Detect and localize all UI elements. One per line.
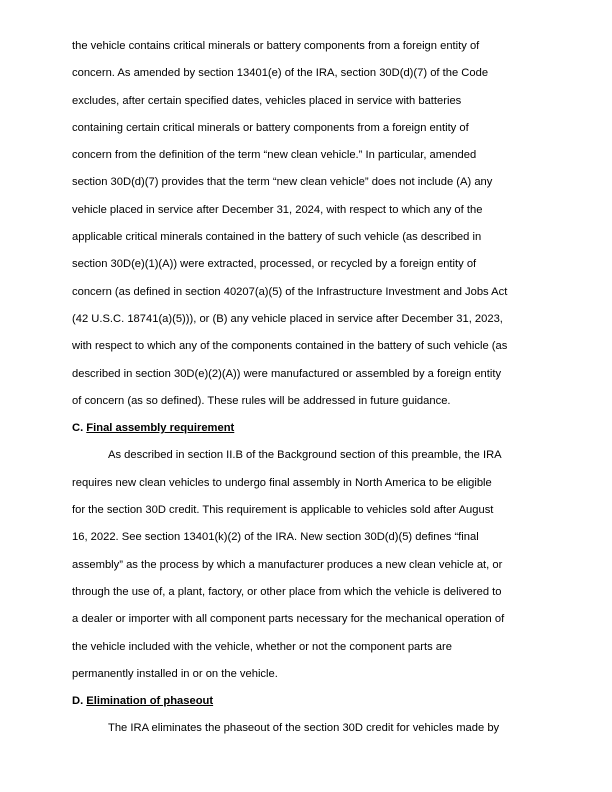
paragraph-line: described in section 30D(e)(2)(A)) were manufactured or assembled by a foreign entity bbox=[72, 367, 502, 380]
paragraph-line: with respect to which any of the components contained in the battery of such vehicle (as bbox=[72, 340, 508, 353]
section-c-paragraph bbox=[72, 442, 542, 688]
paragraph-line: applicable critical minerals contained in the battery of such vehicle (as described in bbox=[72, 231, 482, 244]
paragraph-line: section 30D(e)(1)(A)) were extracted, processed, or recycled by a foreign entity of bbox=[72, 258, 477, 271]
paragraph-line: requires new clean vehicles to undergo final assembly in North America to be eligible bbox=[72, 476, 492, 489]
section-title: Final assembly requirement bbox=[86, 422, 235, 435]
paragraph-line: for the section 30D credit. This requirement is applicable to vehicles sold after August bbox=[72, 504, 494, 517]
paragraph-line: through the use of, a plant, factory, or other place from which the vehicle is delivered to bbox=[72, 585, 502, 598]
document-page bbox=[72, 33, 542, 743]
paragraph-line: the vehicle included with the vehicle, whether or not the component parts are bbox=[72, 640, 452, 653]
paragraph-line: excludes, after certain specified dates, vehicles placed in service with batteries bbox=[72, 94, 462, 107]
paragraph-line: 16, 2022. See section 13401(k)(2) of the IRA. New section 30D(d)(5) defines “final bbox=[72, 531, 479, 544]
section-title: Elimination of phaseout bbox=[86, 695, 214, 708]
paragraph-line: assembly” as the process by which a manufacturer produces a new clean vehicle at, or bbox=[72, 558, 503, 571]
paragraph-line: concern (as defined in section 40207(a)(5) of the Infrastructure Investment and Jobs Act bbox=[72, 285, 508, 298]
section-letter: D. bbox=[72, 695, 84, 708]
section-letter: C. bbox=[72, 422, 84, 435]
paragraph-line: containing certain critical minerals or battery components from a foreign entity of bbox=[72, 121, 469, 134]
paragraph-line: permanently installed in or on the vehicle. bbox=[72, 667, 278, 680]
paragraph-line: (42 U.S.C. 18741(a)(5))), or (B) any vehicle placed in service after December 31, 2023, bbox=[72, 312, 503, 325]
paragraph-line: a dealer or importer with all component parts necessary for the mechanical operation of bbox=[72, 613, 505, 626]
paragraph-line: vehicle placed in service after December 31, 2024, with respect to which any of the bbox=[72, 203, 483, 216]
section-d-heading bbox=[72, 688, 542, 715]
section-c-heading bbox=[72, 415, 542, 442]
paragraph-line: concern from the definition of the term “new clean vehicle.” In particular, amended bbox=[72, 149, 477, 162]
paragraph-line: The IRA eliminates the phaseout of the section 30D credit for vehicles made by bbox=[108, 722, 500, 735]
paragraph-line: of concern (as so defined). These rules will be addressed in future guidance. bbox=[72, 394, 451, 407]
paragraph-line: As described in section II.B of the Background section of this preamble, the IRA bbox=[108, 449, 502, 462]
paragraph-line: section 30D(d)(7) provides that the term “new clean vehicle” does not include (A) any bbox=[72, 176, 493, 189]
paragraph-line: concern. As amended by section 13401(e) of the IRA, section 30D(d)(7) of the Code bbox=[72, 67, 489, 80]
paragraph-line: the vehicle contains critical minerals or battery components from a foreign entity of bbox=[72, 40, 480, 52]
section-d-paragraph bbox=[72, 715, 542, 742]
section-b-continuation bbox=[72, 33, 542, 415]
